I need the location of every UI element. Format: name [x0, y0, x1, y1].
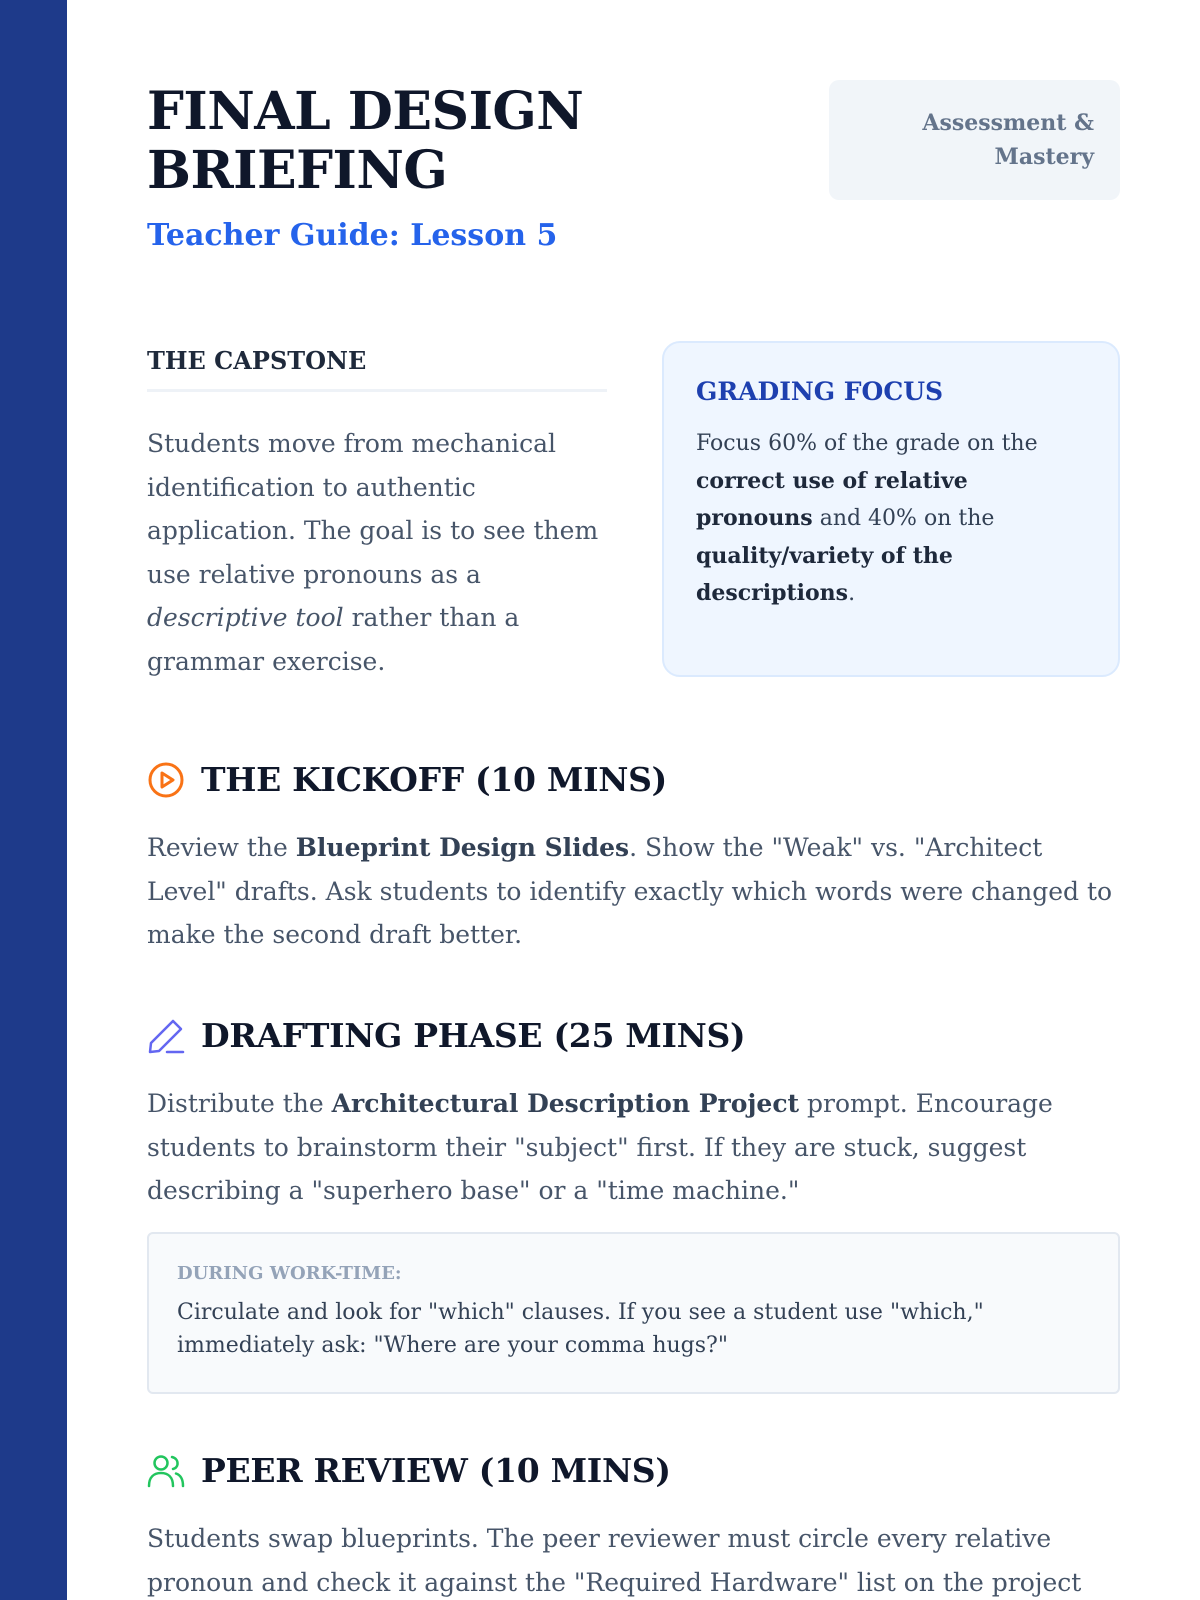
- peer-review-heading-row: [147, 1449, 1120, 1493]
- grading-text-3: .: [848, 581, 856, 606]
- drafting-section: [147, 1014, 1120, 1213]
- kickoff-text-1: Review the: [147, 833, 296, 862]
- users-icon: [147, 1452, 185, 1490]
- grading-focus-text: [696, 425, 1086, 613]
- work-time-text: Circulate and look for "which" clauses. If you see a student use "which," immediately ask: "Where are your comma hugs?": [177, 1300, 984, 1358]
- kickoff-text-2: . Show the "Weak" vs. "Architect Level" drafts. Ask students to identify exactly which words were changed to make the second draft better.: [147, 833, 1113, 949]
- kickoff-heading-row: [147, 758, 1120, 802]
- capstone-text-end: rather than a grammar exercise.: [147, 603, 520, 676]
- kickoff-bold: Blueprint Design Slides: [295, 833, 630, 862]
- drafting-text-1: Distribute the: [147, 1089, 332, 1118]
- pencil-icon: [147, 1017, 185, 1055]
- grading-text-1: Focus 60% of the grade on the: [696, 431, 1038, 456]
- drafting-text-2: prompt. Encourage students to brainstorm their "subject" first. If they are stuck, suggest describing a "superhero base" or a "time machine.": [147, 1089, 1053, 1205]
- side-accent-bar: [0, 0, 67, 1600]
- peer-review-section: [147, 1449, 1120, 1600]
- grading-text-2: and 40% on the: [812, 506, 995, 531]
- work-time-label: DURING WORK-TIME:: [177, 1263, 402, 1284]
- drafting-bold: Architectural Description Project: [331, 1089, 800, 1118]
- capstone-text: [147, 422, 607, 683]
- play-circle-icon: [147, 761, 185, 799]
- kickoff-heading: THE KICKOFF (10 MINS): [201, 760, 667, 799]
- grading-bold-2: quality/variety of the descriptions: [696, 542, 953, 606]
- grading-focus-heading: GRADING FOCUS: [696, 377, 944, 406]
- drafting-heading-row: [147, 1014, 1120, 1058]
- page-title: FINAL DESIGN BRIEFING: [147, 81, 584, 201]
- work-time-note: [147, 1232, 1120, 1394]
- kickoff-section: [147, 758, 1120, 957]
- drafting-text: [147, 1082, 1120, 1213]
- capstone-emphasis: descriptive tool: [147, 603, 344, 632]
- capstone-text-start: Students move from mechanical identification to authentic application. The goal is to see them use relative pronouns as a: [147, 429, 599, 589]
- grading-focus-callout: [662, 341, 1120, 677]
- kickoff-text: [147, 826, 1120, 957]
- peer-review-heading: PEER REVIEW (10 MINS): [201, 1451, 671, 1490]
- page-subtitle: Teacher Guide: Lesson 5: [147, 218, 558, 253]
- grading-bold-1: correct use of relative pronouns: [696, 467, 968, 531]
- drafting-heading: DRAFTING PHASE (25 MINS): [201, 1016, 746, 1055]
- capstone-section: [147, 345, 607, 683]
- capstone-heading: THE CAPSTONE: [147, 345, 607, 392]
- category-tag: Assessment & Mastery: [829, 80, 1120, 200]
- peer-review-text: Students swap blueprints. The peer reviewer must circle every relative pronoun and check it against the "Required Hardware" list on the project: [147, 1524, 1082, 1597]
